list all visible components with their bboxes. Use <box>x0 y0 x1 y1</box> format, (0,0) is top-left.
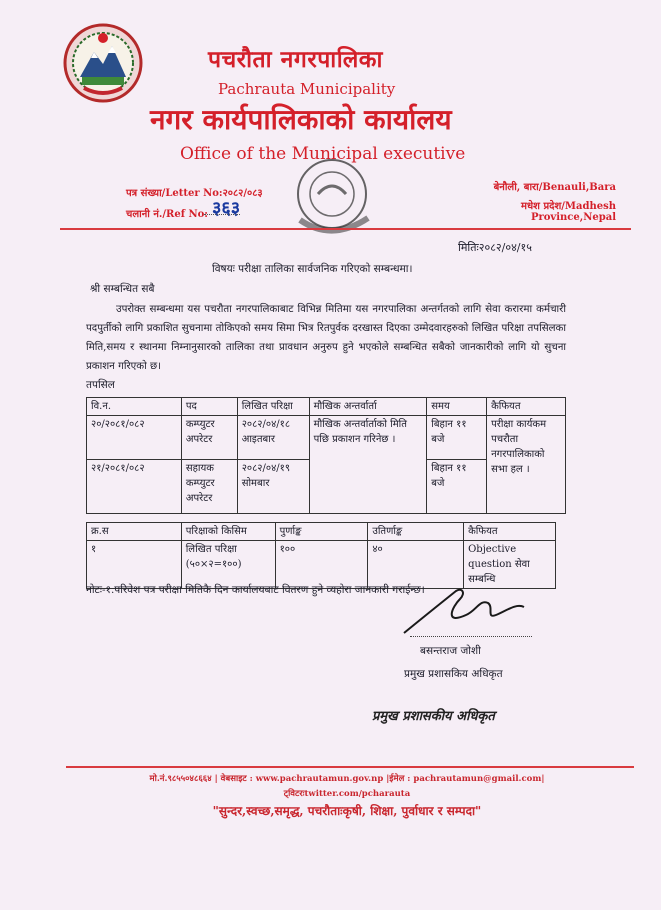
ref-no-underline <box>204 214 240 215</box>
exam-schedule-table <box>86 397 566 514</box>
table-header-cell: कैफियत <box>487 398 566 416</box>
footer-divider <box>66 766 634 768</box>
signature-icon <box>396 585 536 640</box>
letter-no: पत्र संख्या/Letter No:२०८२/०८३ <box>126 188 263 199</box>
nepal-emblem-icon <box>62 22 144 104</box>
table-cell: लिखित परिक्षा (५०×२=१००) <box>181 541 275 589</box>
table-header-cell: मौखिक अन्तर्वार्ता <box>309 398 427 416</box>
table-cell: सहायक कम्प्युटर अपरेटर <box>181 460 237 514</box>
table-cell: २०८२/०४/१९ सोमबार <box>237 460 309 514</box>
table-cell: मौखिक अन्तर्वार्ताको मिति पछि प्रकाशन गरिनेछ । <box>309 416 427 514</box>
signatory-name: बसन्तराज जोशी <box>420 645 481 657</box>
table-header-cell: उतिर्णाङ्क <box>368 523 464 541</box>
table-header-cell: परिक्षाको किसिम <box>181 523 275 541</box>
office-stamp-icon <box>288 150 376 250</box>
header-divider <box>60 228 631 230</box>
table-header-cell: क्र.स <box>87 523 182 541</box>
table-row <box>87 541 556 589</box>
municipality-name-english: Pachrauta Municipality <box>218 80 396 98</box>
address-province: मधेश प्रदेश/Madhesh Province,Nepal <box>521 201 616 223</box>
table-header-cell: वि.न. <box>87 398 182 416</box>
address-city: बेनौली, बारा/Benauli,Bara <box>493 182 616 193</box>
office-title-nepali: नगर कार्यपालिकाको कार्यालय <box>150 103 452 136</box>
table-header-cell: लिखित परिक्षा <box>237 398 309 416</box>
table-cell: १ <box>87 541 182 589</box>
table-cell: ४० <box>368 541 464 589</box>
note-text: नोटः-१.परिवेश पत्र परीक्षा मितिकै दिन कार्यालयबाट वितरण हुने व्यहोरा जानकारी गराईन्छ। <box>86 584 425 596</box>
ref-no-value: ३६३ <box>212 198 241 219</box>
table-header-cell: पद <box>181 398 237 416</box>
ref-no-label: चलानी नं./Ref No: <box>126 209 208 220</box>
table-cell: Objective question सेवा सम्बन्धि <box>464 541 556 589</box>
table-cell: २०८२/०४/१८ आइतबार <box>237 416 309 460</box>
table-cell: बिहान ११ बजे <box>427 416 487 460</box>
signature-line <box>410 636 532 637</box>
table-header-cell: पुर्णाङ्क <box>275 523 368 541</box>
table-cell: १०० <box>275 541 368 589</box>
municipality-name-nepali: पचरौता नगरपालिका <box>208 46 383 73</box>
table-cell: कम्प्युटर अपरेटर <box>181 416 237 460</box>
letter-subject: विषयः परीक्षा तालिका सार्वजनिक गरिएको सम्बन्धमा। <box>212 263 413 275</box>
signatory-title: प्रमुख प्रशासकिय अधिकृत <box>404 668 503 680</box>
body-paragraph: उपरोक्त सम्बन्धमा यस पचरौता नगरपालिकाबाट विभिन्न मितिमा यस नगरपालिका अन्तर्गतको लागि सेवा करारमा कर्मचारी पदपुर्तीको लागि प्रकाशित सुचनामा तोकिएको समय सिमा भित्र रितपुर्वक दरखास्त दिएका उम्मेदवारहरुको लिखित परिक्षा तपसिलका मिति,समय र स्थानमा निम्नानुसारको तालिका तथा प्रावधान अनुरुप हुने भएकोले सम्बन्धित सबैको जानकारीको लागि यो सुचना प्रकाशन गरिएको छ। <box>86 304 566 372</box>
table-cell: २१/२०८१/०८२ <box>87 460 182 514</box>
footer-twitter: ट्विटरःtwitter.com/pcharauta <box>283 789 411 799</box>
table-cell: बिहान ११ बजे <box>427 460 487 514</box>
schedule-label: तपसिल <box>86 379 115 391</box>
footer-contact: मो.नं.९८५५०४८६६४ | वेबसाइट : www.pachrautamun.gov.np |ईमेल : pachrautamun@gmail.com| <box>149 774 545 784</box>
table-cell: २०/२०८१/०८२ <box>87 416 182 460</box>
salutation: श्री सम्बन्धित सबै <box>90 283 155 295</box>
table-header-row <box>87 398 566 416</box>
table-header-cell: कैफियत <box>464 523 556 541</box>
footer-motto: "सुन्दर,स्वच्छ,समृद्ध, पचरौताःकृषी, शिक्षा, पुर्वाधार र सम्पदा" <box>212 804 482 818</box>
letter-date: मितिः२०८२/०४/१५ <box>458 241 532 254</box>
office-title-english: Office of the Municipal executive <box>180 144 466 164</box>
table-cell: परीक्षा कार्यकम पचरौता नगरपालिकाको सभा हल । <box>487 416 566 514</box>
table-header-row <box>87 523 556 541</box>
table-header-cell: समय <box>427 398 487 416</box>
table-row <box>87 416 566 460</box>
exam-marks-table <box>86 522 556 589</box>
designation-stamp: प्रमुख प्रशासकीय अधिकृत <box>372 709 495 724</box>
